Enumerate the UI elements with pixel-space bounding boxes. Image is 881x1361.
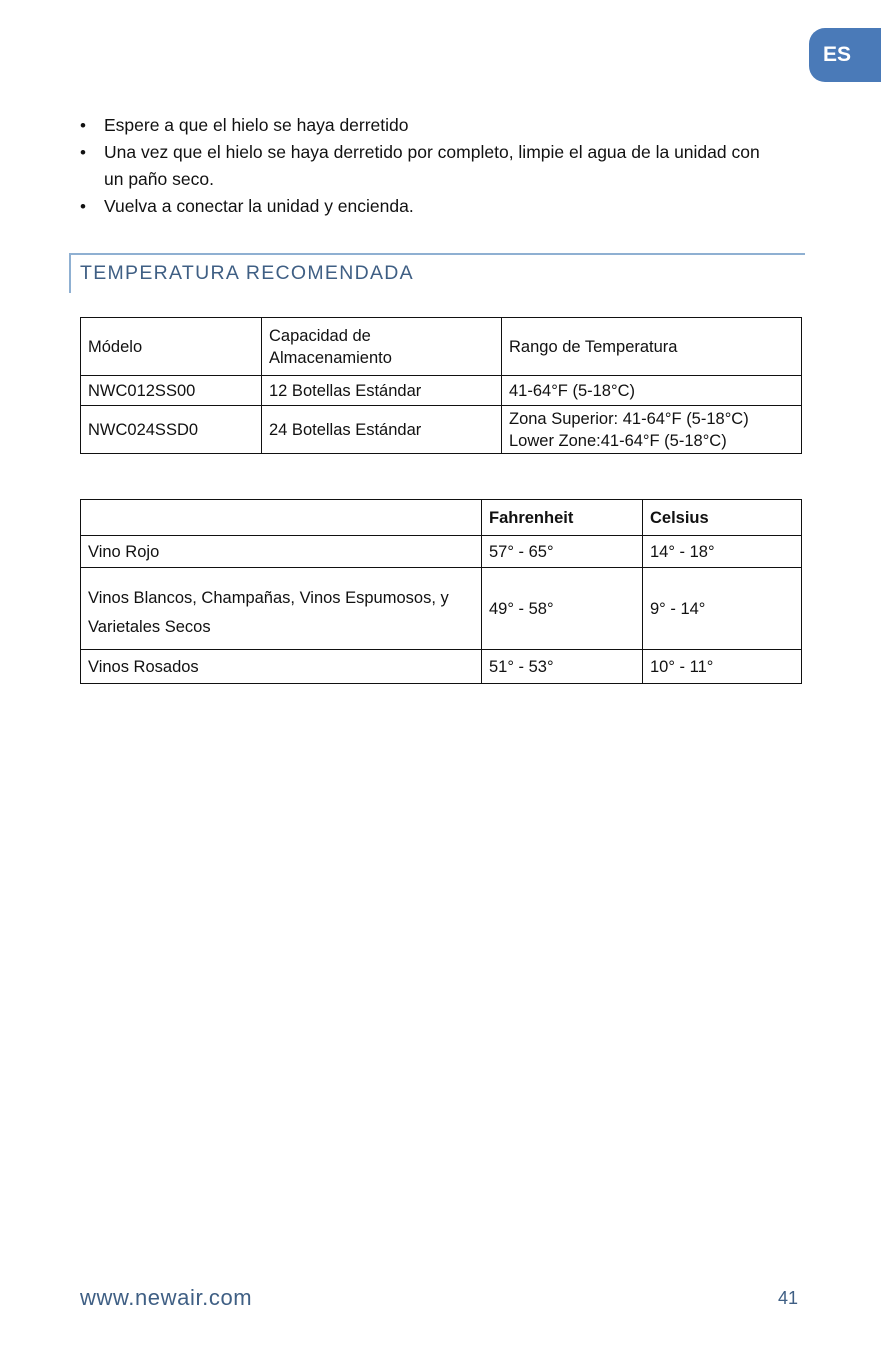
wine-type-cell: Vino Rojo (81, 536, 482, 568)
table-row (81, 376, 802, 406)
table-row (81, 568, 802, 650)
wine-temperature-table (80, 499, 802, 684)
section-title: TEMPERATURA RECOMENDADA (80, 262, 414, 284)
table-header-cell: Módelo (81, 318, 262, 376)
table-header-cell: Rango de Temperatura (502, 318, 802, 376)
wine-type-cell: Vinos Rosados (81, 650, 482, 684)
celsius-cell: 14° - 18° (643, 536, 802, 568)
range-cell: 41-64°F (5-18°C) (502, 376, 802, 406)
table-header-cell: Celsius (643, 500, 802, 536)
model-cell: NWC012SS00 (81, 376, 262, 406)
models-temperature-table (80, 317, 802, 454)
list-item: • Espere a que el hielo se haya derretido (80, 112, 780, 139)
section-heading-rule-left (69, 253, 71, 293)
celsius-cell: 10° - 11° (643, 650, 802, 684)
capacity-cell: 24 Botellas Estándar (262, 406, 502, 454)
capacity-cell: 12 Botellas Estándar (262, 376, 502, 406)
range-cell (502, 406, 802, 454)
footer-website-link[interactable]: www.newair.com (80, 1285, 253, 1310)
table-row (81, 536, 802, 568)
section-heading-rule (69, 253, 805, 255)
table-header-cell: Fahrenheit (482, 500, 643, 536)
fahrenheit-cell: 49° - 58° (482, 568, 643, 650)
celsius-cell: 9° - 14° (643, 568, 802, 650)
list-item: • Vuelva a conectar la unidad y encienda. (80, 193, 780, 220)
table-row (81, 650, 802, 684)
fahrenheit-cell: 57° - 65° (482, 536, 643, 568)
model-cell: NWC024SSD0 (81, 406, 262, 454)
list-item: • Una vez que el hielo se haya derretido por completo, limpie el agua de la unidad con un paño seco. (80, 139, 780, 193)
page-number: 41 (778, 1288, 799, 1308)
range-upper-zone: Zona Superior: 41-64°F (5-18°C) (509, 409, 749, 428)
range-lower-zone: Lower Zone:41-64°F (5-18°C) (509, 431, 727, 450)
table-header-row (81, 500, 802, 536)
fahrenheit-cell: 51° - 53° (482, 650, 643, 684)
instruction-list (80, 112, 780, 220)
table-header-row (81, 318, 802, 376)
table-header-cell: Capacidad de Almacenamiento (262, 318, 502, 376)
wine-type-cell: Vinos Blancos, Champañas, Vinos Espumosos, y Varietales Secos (81, 568, 482, 650)
table-row (81, 406, 802, 454)
table-header-cell (81, 500, 482, 536)
language-tab: ES (809, 28, 881, 82)
